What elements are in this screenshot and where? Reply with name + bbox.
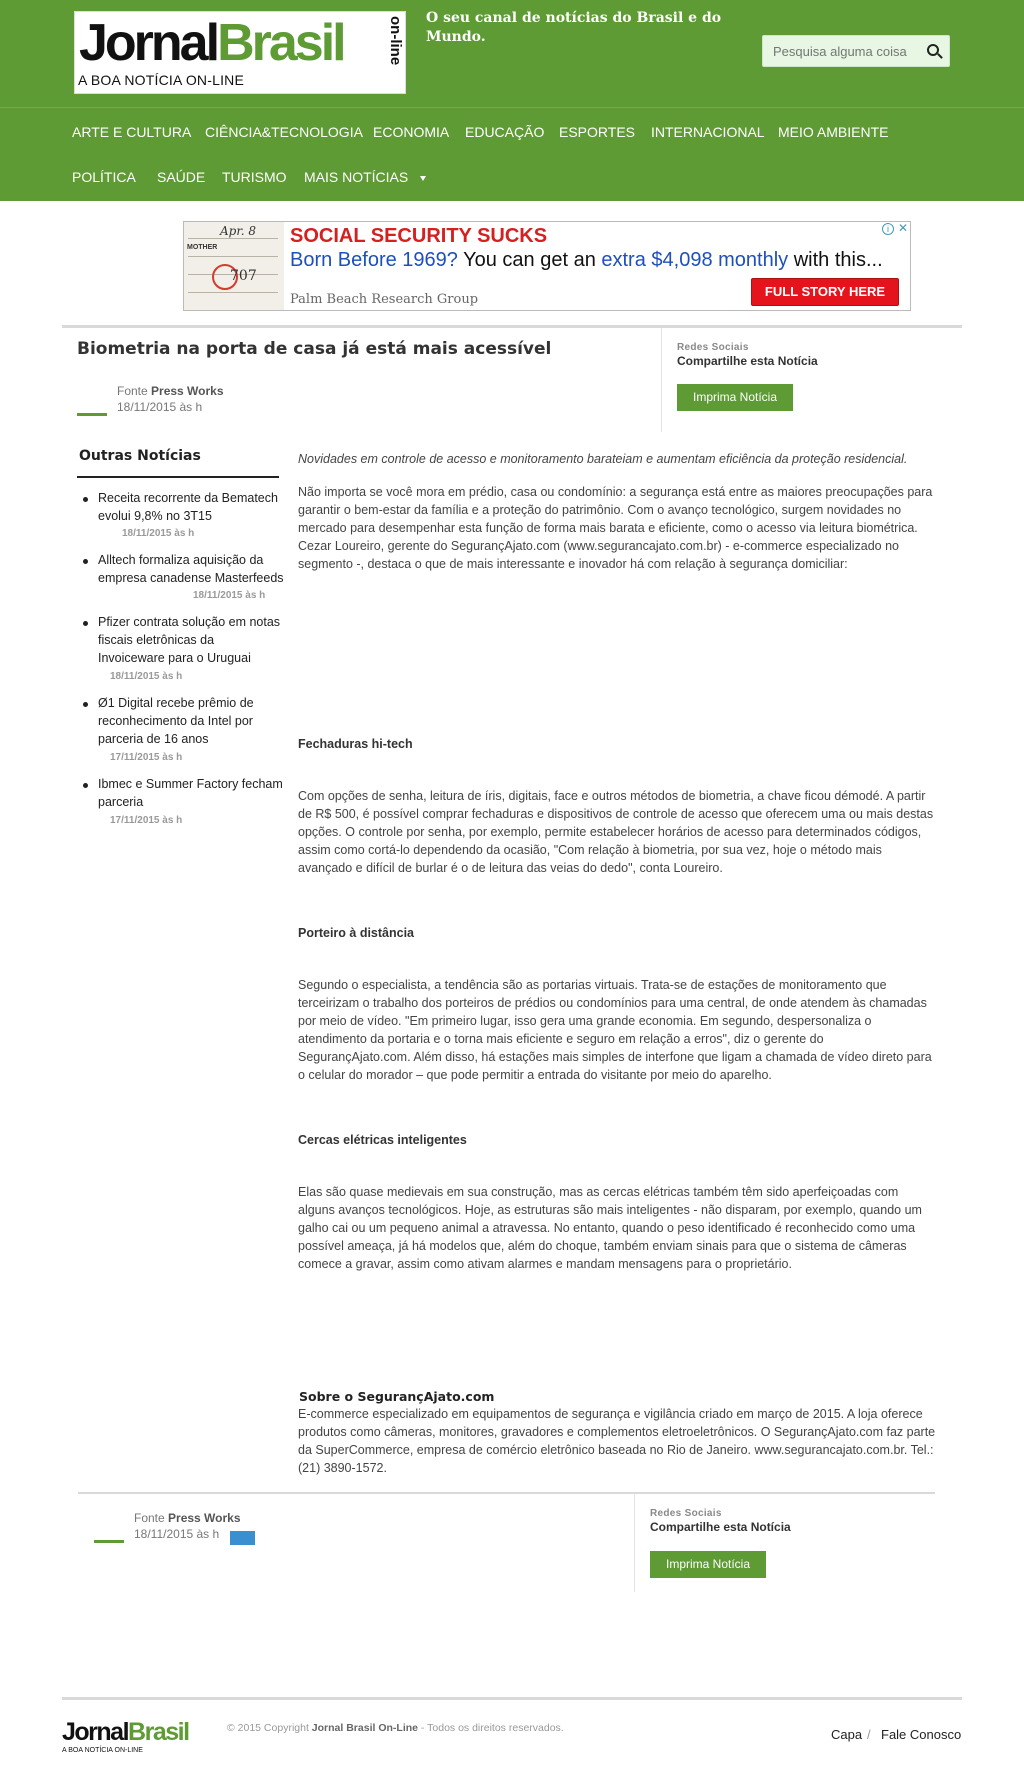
article-top-divider: [62, 325, 962, 328]
bullet-icon: [83, 621, 88, 626]
site-logo[interactable]: [74, 11, 406, 94]
logo-online: on-line: [387, 16, 404, 66]
logo-wordmark: JornalBrasil: [79, 14, 344, 72]
article-subheading: Cercas elétricas inteligentes: [298, 1133, 467, 1147]
nav-item-meio-ambiente[interactable]: MEIO AMBIENTE: [778, 124, 889, 140]
bullet-icon: [83, 559, 88, 564]
about-title: Sobre o SegurançAjato.com: [299, 1389, 495, 1404]
ad-cta-button[interactable]: FULL STORY HERE: [751, 278, 899, 306]
nav-item-educacao[interactable]: EDUCAÇÃO: [465, 124, 545, 140]
article-meta-bottom: Fonte Press Works 18/11/2015 às h: [134, 1511, 241, 1541]
ad-document-image: Apr. 8 MOTHER 707: [184, 222, 284, 310]
article-paragraph: Não importa se você mora em prédio, casa ou condomínio: a segurança está entre as maiores preocupações para garantir o bem-estar da família e a proteção do patrimônio. Com o avanço tecnológico, surgem novidades no mercado para desempenhar esta função de forma mais barata e eficiente, como o acesso via leitura biométrica. Cezar Loureiro, gerente do SegurançAjato.com (www.segurancajato.com.br) - e-commerce especializado no segmento -, destaca o que de mais interessante e inovador há com relação à segurança domiciliar:: [298, 485, 933, 571]
sidebar-rule: [77, 476, 279, 478]
nav-item-economia[interactable]: ECONOMIA: [373, 124, 450, 140]
search-icon[interactable]: [927, 44, 939, 56]
footer-logo[interactable]: JornalBrasil A BOA NOTÍCIA ON-LINE: [62, 1718, 189, 1754]
share-divider: [661, 328, 662, 432]
meta-accent-bar: [94, 1540, 124, 1543]
site-slogan: O seu canal de notícias do Brasil e do Mundo.: [426, 10, 722, 45]
header-divider: [0, 107, 1024, 108]
article-lead: Novidades em controle de acesso e monitoramento barateiam e aumentam eficiência da proteção residencial.: [298, 452, 908, 466]
footer-separator: /: [867, 1727, 871, 1742]
article-subheading: Porteiro à distância: [298, 926, 415, 940]
ad-brand: Palm Beach Research Group: [290, 292, 479, 307]
sidebar-title: Outras Notícias: [79, 448, 201, 464]
meta-accent-bar: [77, 413, 107, 416]
share-divider: [634, 1494, 635, 1592]
bullet-icon: [83, 702, 88, 707]
ad-banner[interactable]: [183, 221, 911, 311]
nav-item-esportes[interactable]: ESPORTES: [559, 124, 635, 140]
logo-tagline: A BOA NOTÍCIA ON-LINE: [78, 72, 245, 88]
search-box: [762, 35, 950, 67]
footer-link-capa[interactable]: Capa: [831, 1727, 863, 1742]
share-title: Compartilhe esta Notícia: [677, 354, 818, 368]
nav-item-ciencia-tecnologia[interactable]: CIÊNCIA&TECNOLOGIA: [205, 124, 363, 140]
print-button[interactable]: Imprima Notícia: [650, 1551, 766, 1578]
footer-divider: [62, 1697, 962, 1700]
article-paragraph: Com opções de senha, leitura de íris, digitais, face e outros métodos de biometria, a chave ficou démodé. A partir de R$ 500, é possível comprar fechaduras e dispositivos de controle de acesso que oferecem uma ou mais destas opções. O controle por senha, por exemplo, permite estabelecer horários de acesso para determinados códigos, assim como cortá-lo dependendo da ocasião, "Com relação à biometria, por sua vez, hoje o método mais avançado e difícil de burlar é o de leitura das veias do dedo", conta Loureiro.: [298, 789, 934, 875]
nav-item-turismo[interactable]: TURISMO: [222, 169, 287, 185]
nav-item-mais-noticias[interactable]: MAIS NOTÍCIAS: [304, 169, 426, 185]
article-paragraph: Elas são quase medievais em sua construção, mas as cercas elétricas também têm sido aperfeiçoadas com alguns avanços tecnológicos. Hoje, as estruturas são mais inteligentes - não disparam, por exemplo, quando um galho cai ou um pequeno animal a atravessa. No entanto, quando o peso identificado é reconhecido como uma possível ameaça, já há modelos que, além do choque, também enviam sinais para que o sistema de câmeras comece a gravar, assim como ativam alarmes e mandam mensagens para o proprietário.: [298, 1185, 922, 1271]
article-meta: Fonte Press Works 18/11/2015 às h: [117, 384, 224, 414]
ad-headline: SOCIAL SECURITY SUCKS: [290, 225, 548, 247]
nav-item-arte-cultura[interactable]: ARTE E CULTURA: [72, 124, 192, 140]
chevron-down-icon: [420, 176, 426, 181]
footer-link-fale-conosco[interactable]: Fale Conosco: [881, 1727, 962, 1742]
nav-item-politica[interactable]: POLÍTICA: [72, 169, 136, 185]
social-label: Redes Sociais: [677, 342, 749, 353]
print-button[interactable]: Imprima Notícia: [677, 384, 793, 411]
article-source: Press Works: [151, 384, 224, 398]
social-label: Redes Sociais: [650, 1508, 722, 1519]
share-widget[interactable]: [230, 1531, 255, 1545]
share-title: Compartilhe esta Notícia: [650, 1520, 791, 1534]
article-bottom-divider: [78, 1492, 935, 1494]
bullet-icon: [83, 497, 88, 502]
site-header: [0, 0, 1024, 201]
article-paragraph: Segundo o especialista, a tendência são as portarias virtuais. Trata-se de estações de monitoramento que terceirizam o trabalho dos porteiros de prédios ou condomínios para uma central, de onde atendem às chamadas por meio de vídeo. "Em primeiro lugar, isso gera uma grande economia. Em segundo, despersonaliza o atendimento da portaria e o torna mais eficiente e seguro em relação a erros", diz o gerente do SegurançAjato.com. Além disso, há estações mais simples de interfone que ligam a chamada de vídeo direto para o celular do morador – que pode permitir a entrada do visitante por meio do aparelho.: [298, 978, 932, 1082]
copyright: © 2015 Copyright Jornal Brasil On-Line - Todos os direitos reservados.: [227, 1722, 564, 1734]
ad-close-icon[interactable]: ✕: [898, 221, 909, 235]
about-text: E-commerce especializado em equipamentos de segurança e vigilância criado em março de 2015. A loja oferece produtos como câmeras, monitores, gravadores e complementos eletroeletrônicos. O SegurançAjato.com faz parte da SuperCommerce, empresa de comércio eletrônico baseada no Rio de Janeiro. www.segurancajato.com.br. Tel.: (21) 3890-1572.: [298, 1407, 936, 1475]
bullet-icon: [83, 783, 88, 788]
nav-item-saude[interactable]: SAÚDE: [157, 169, 206, 185]
nav-item-internacional[interactable]: INTERNACIONAL: [651, 124, 765, 140]
article-date: 18/11/2015 às h: [117, 400, 203, 414]
article-title: Biometria na porta de casa já está mais acessível: [77, 339, 552, 359]
article-subheading: Fechaduras hi-tech: [298, 737, 413, 751]
ad-info-icon[interactable]: i: [882, 223, 894, 235]
ad-subline: Born Before 1969? You can get an extra $4,098 monthly with this...: [290, 249, 883, 271]
search-input[interactable]: [763, 36, 913, 66]
